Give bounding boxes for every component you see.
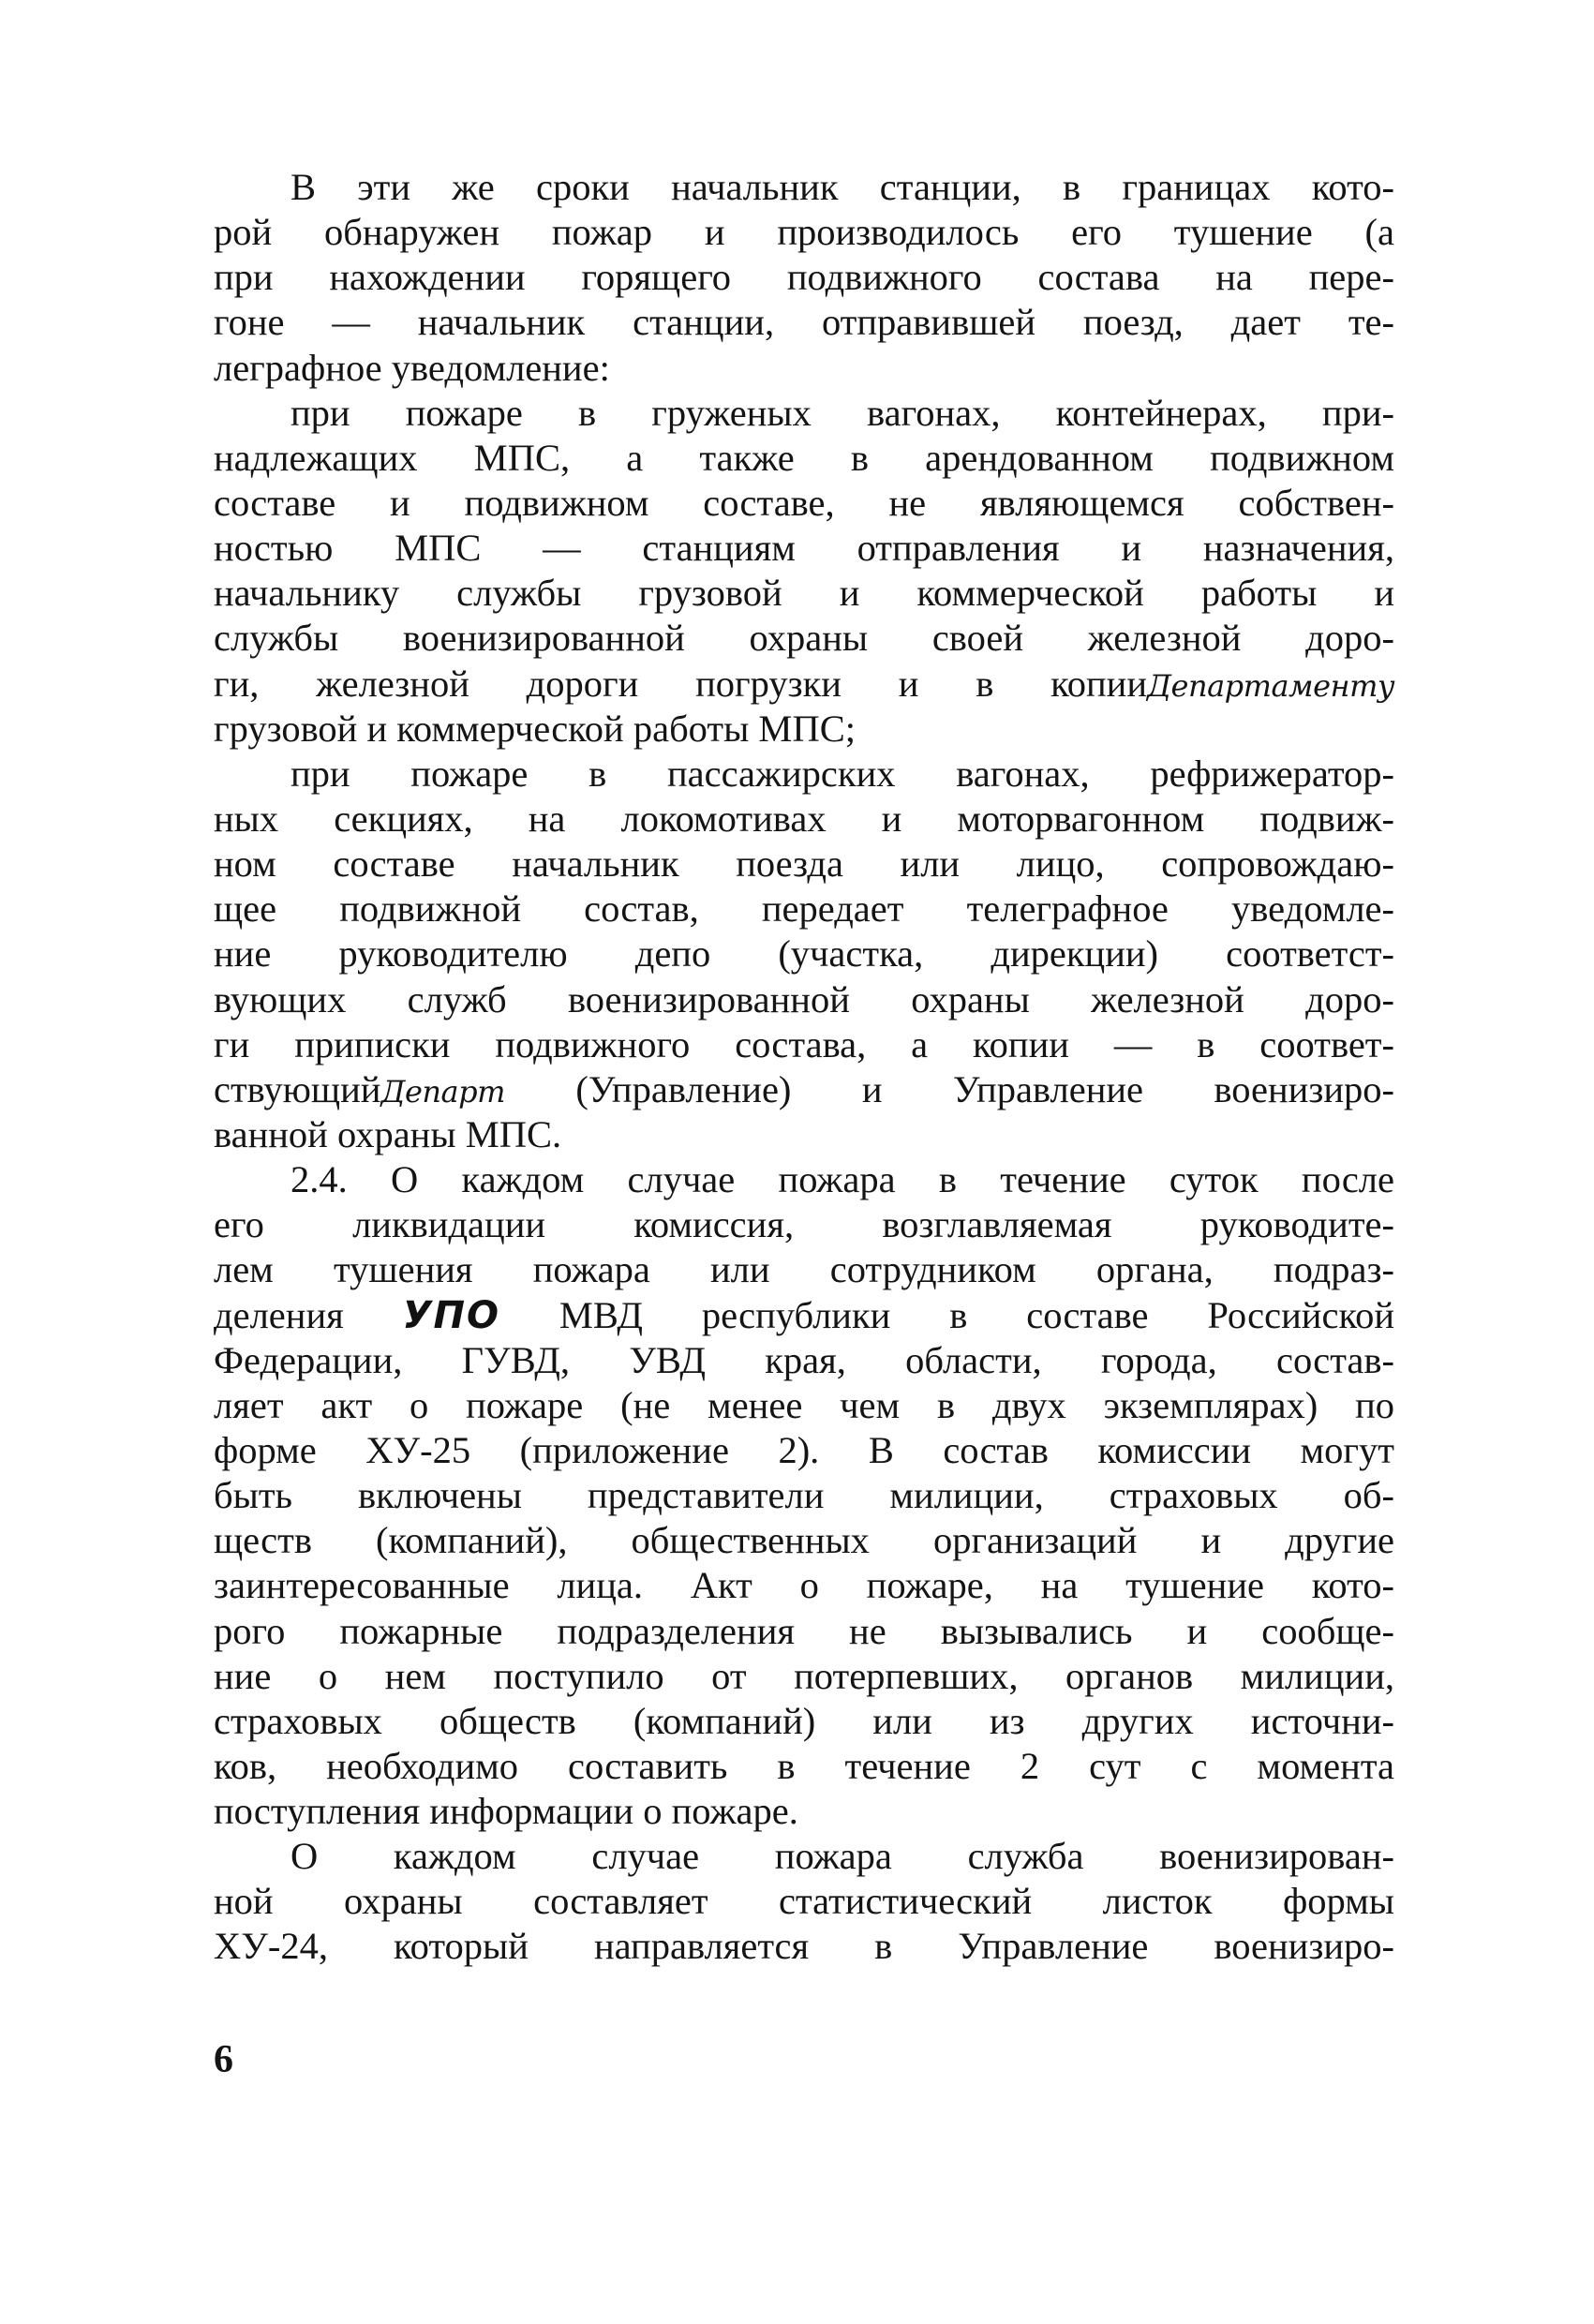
line-text-continued: (Управление) и Управление военизиро- <box>575 1067 1394 1110</box>
line-text: деления <box>214 1293 344 1336</box>
body-text <box>214 165 1394 1970</box>
text-line <box>214 1609 1394 1654</box>
line-text: ществ (компаний), общественных организаций и другие <box>214 1519 1394 1562</box>
line-text: страховых обществ (компаний) или из других источни- <box>214 1699 1394 1742</box>
line-text: ляет акт о пожаре (не менее чем в двух экземплярах) по <box>214 1383 1394 1426</box>
text-line <box>214 797 1394 842</box>
text-line <box>214 1518 1394 1563</box>
line-text-continued: МВД республики в составе Российской <box>559 1293 1395 1336</box>
text-line <box>214 1247 1394 1292</box>
handwritten-insertion: УПО <box>402 1293 500 1337</box>
line-text: быть включены представители милиции, страховых об- <box>214 1474 1394 1517</box>
line-text: ков, необходимо составить в течение 2 сут с момента <box>214 1744 1394 1787</box>
text-line <box>214 1744 1394 1789</box>
text-line <box>214 1563 1394 1608</box>
text-line <box>214 1473 1394 1518</box>
line-text: ванной охраны МПС. <box>214 1112 562 1155</box>
line-text: гоне — начальник станции, отправившей поезд, дает те- <box>214 301 1394 344</box>
text-line <box>214 391 1394 436</box>
text-line <box>214 1022 1394 1067</box>
text-line <box>214 1157 1394 1202</box>
line-text: рой обнаружен пожар и производилось его тушение (а <box>214 211 1394 254</box>
line-text: ных секциях, на локомотивах и моторвагонном подвиж- <box>214 797 1394 840</box>
handwritten-insertion: Департаменту <box>1147 667 1394 704</box>
text-line <box>214 931 1394 976</box>
text-line <box>214 977 1394 1022</box>
text-line <box>214 662 1394 707</box>
line-text: при пожаре в пассажирских вагонах, рефрижератор- <box>290 752 1394 795</box>
line-text: поступления информации о пожаре. <box>214 1790 798 1833</box>
line-text: надлежащих МПС, а также в арендованном подвижном <box>214 436 1394 479</box>
line-text: щее подвижной состав, передает телеграфное уведомле- <box>214 887 1394 931</box>
text-line <box>214 1383 1394 1428</box>
text-line <box>214 1293 1394 1338</box>
line-text: при нахождении горящего подвижного состава на пере- <box>214 256 1394 299</box>
line-text: 2.4. О каждом случае пожара в течение суток после <box>290 1158 1394 1201</box>
text-line <box>214 616 1394 661</box>
text-line <box>214 210 1394 255</box>
handwritten-insertion: Департ <box>380 1073 505 1110</box>
line-text: форме ХУ-25 (приложение 2). В состав комиссии могут <box>214 1428 1394 1471</box>
line-text: при пожаре в груженых вагонах, контейнерах, при- <box>290 391 1394 434</box>
line-text: О каждом случае пожара служба военизирован- <box>290 1835 1394 1878</box>
line-text: составе и подвижном составе, не являющемся собствен- <box>214 481 1394 524</box>
line-text: ние о нем поступило от потерпевших, органов милиции, <box>214 1654 1394 1697</box>
text-line <box>214 300 1394 345</box>
text-line <box>214 436 1394 481</box>
text-line <box>214 1654 1394 1699</box>
text-line <box>214 707 1394 752</box>
line-text: ХУ-24, который направляется в Управление военизиро- <box>214 1925 1394 1968</box>
line-text: леграфное уведомление: <box>214 346 610 389</box>
line-text: лем тушения пожара или сотрудником органа, подраз- <box>214 1248 1394 1291</box>
text-line <box>214 255 1394 300</box>
line-text: ной охраны составляет статистический листок формы <box>214 1880 1394 1923</box>
text-line <box>214 752 1394 797</box>
line-text: начальнику службы грузовой и коммерческой работы и <box>214 572 1394 615</box>
text-line <box>214 1699 1394 1744</box>
text-line <box>214 571 1394 616</box>
line-text: ствующий <box>214 1067 381 1110</box>
line-text: ги, железной дороги погрузки и в копии <box>214 662 1147 705</box>
line-text: грузовой и коммерческой работы МПС; <box>214 707 856 750</box>
text-line <box>214 481 1394 526</box>
line-text: заинтересованные лица. Акт о пожаре, на тушение кото- <box>214 1564 1394 1607</box>
text-line <box>214 1338 1394 1383</box>
line-text: вующих служб военизированной охраны железной доро- <box>214 977 1394 1020</box>
line-text: ностью МПС — станциям отправления и назначения, <box>214 527 1394 570</box>
line-text: ги приписки подвижного состава, а копии — в соответ- <box>214 1022 1394 1065</box>
text-line <box>214 886 1394 931</box>
text-line <box>214 1428 1394 1473</box>
text-line <box>214 1879 1394 1924</box>
line-text: его ликвидации комиссия, возглавляемая руководите- <box>214 1203 1394 1246</box>
line-text: ние руководителю депо (участка, дирекции) соответст- <box>214 932 1394 976</box>
text-line <box>214 1067 1394 1112</box>
line-text: В эти же сроки начальник станции, в границах кото- <box>290 166 1394 208</box>
text-line <box>214 1834 1394 1879</box>
text-line <box>214 1202 1394 1247</box>
text-line <box>214 165 1394 210</box>
text-line <box>214 526 1394 571</box>
text-line <box>214 1112 1394 1157</box>
text-line <box>214 842 1394 886</box>
line-text: рого пожарные подразделения не вызывались и сообще- <box>214 1609 1394 1652</box>
text-line <box>214 1789 1394 1834</box>
page-number: 6 <box>214 2038 233 2081</box>
line-text: службы военизированной охраны своей железной доро- <box>214 617 1394 660</box>
line-text: ном составе начальник поезда или лицо, сопровождаю- <box>214 842 1394 886</box>
line-text: Федерации, ГУВД, УВД края, области, города, состав- <box>214 1338 1394 1381</box>
text-line <box>214 346 1394 391</box>
text-line <box>214 1924 1394 1969</box>
